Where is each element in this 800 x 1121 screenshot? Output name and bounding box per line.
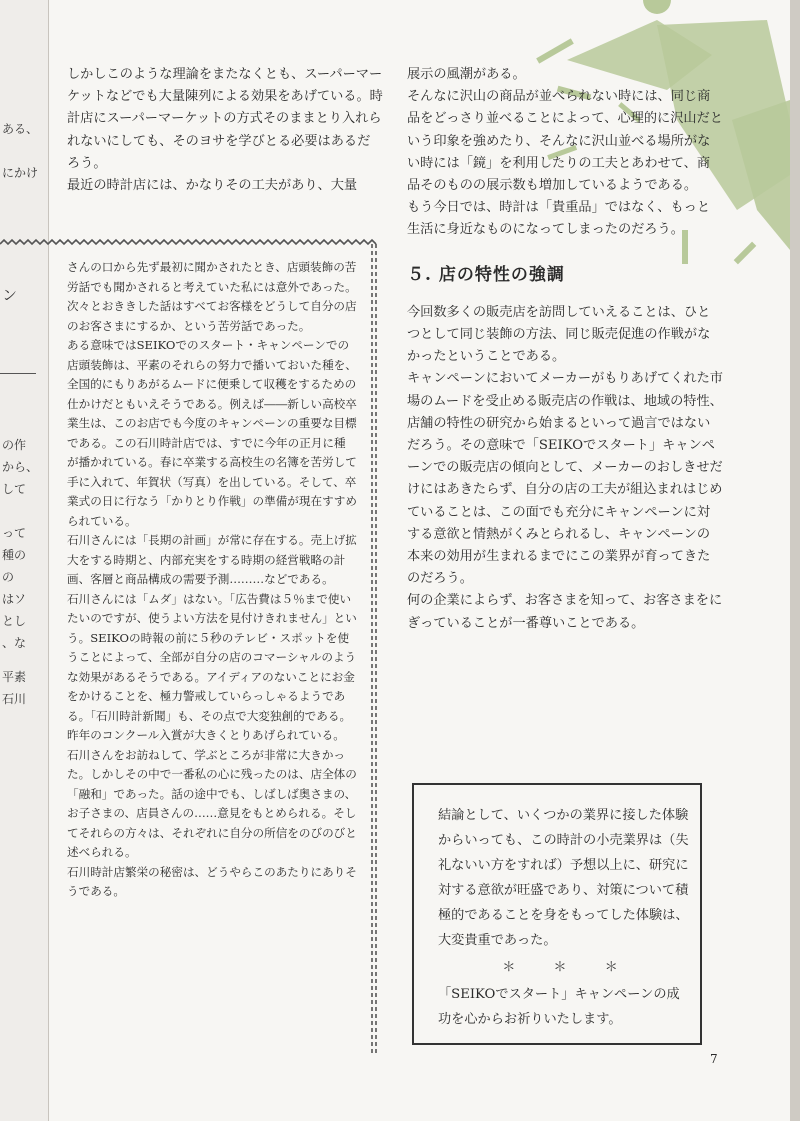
page-number: 7 <box>710 1052 718 1066</box>
boxed-article-column <box>67 258 357 902</box>
prev-page-text: ン <box>2 286 18 304</box>
prev-page-text: 石川 <box>2 692 27 706</box>
conclusion-box <box>412 783 702 1045</box>
body-paragraph: 石川さんには「ムダ」はない。「広告費は５％まで使いたいのですが、使うよい方法を見付けきれません」という。SEIKOの時報の前に５秒のテレビ・スポットを使うことによって、全部が自分の店のコマーシャルのような効果があるそうである。アイディアのないことにお金をかけることを、極力警戒していらっしゃるようである。「石川時計新聞」も、その点で大変独創的である。昨年のコンクール入賞が大きくとりあげられている。 <box>67 591 357 742</box>
body-paragraph: ある意味ではSEIKOでのスタート・キャンペーンでの店頭装飾は、平素のそれらの努力で播いておいた種を、全国的にもりあがるムードに便乗して収穫をするための仕かけだともいえそうである。例えば――新しい高校卒業生は、このお店でも今度のキャンペーンの重要な目標である。この石川時計店では、すでに今年の正月に種が播かれている。春に卒業する高校生の名簿を苦労して手に入れて、年賀状（写真）を出している。そして、卒業式の日に行なう「かりとり作戦」の準備が現在すすめられている。 <box>67 338 357 528</box>
body-paragraph: 今回数多くの販売店を訪問していえることは、ひとつとして同じ装飾の方法、同じ販売促進の作戦がなかったということである。 <box>407 304 711 365</box>
prev-page-text: って <box>2 526 27 540</box>
prev-page-text: にかけ <box>2 166 39 180</box>
closing-text: 「SEIKOでスタート」キャンペーンの成功を心からお祈りいたします。 <box>438 987 680 1027</box>
page-edge <box>790 0 800 1121</box>
right-column <box>407 64 723 635</box>
prev-page-text: とし <box>2 614 27 628</box>
body-paragraph: 石川さんをお訪ねして、学ぶところが非常に大きかった。しかしその中で一番私の心に残ったのは、店全体の「融和」であった。話の途中でも、しばしば奥さまの、お子さまの、店員さんの……意見をもとめられる。そしてそれらの方々は、それぞれに自分の所信をのびのびと述べられる。 <box>67 747 357 859</box>
body-paragraph: 展示の風潮がある。 <box>407 67 526 82</box>
magazine-page <box>49 0 790 1121</box>
prev-page-text: の <box>2 570 15 584</box>
body-paragraph: 最近の時計店には、かなりその工夫があり、大量 <box>67 178 358 194</box>
prev-page-text: 、な <box>2 636 27 650</box>
body-paragraph: しかしこのような理論をまたなくとも、スーパーマーケットなどでも大量陳列による効果をあげている。時計店にスーパーマーケットの方式そのままとり入れられないにしても、そのヨサを学びとる必要はあるだろう。 <box>67 67 383 171</box>
prev-page-text: して <box>2 482 27 496</box>
prev-page-text: 平素 <box>2 670 27 684</box>
body-paragraph: そんなに沢山の商品が並べられない時には、同じ商品をどっさり並べることによって、心理的に沢山だという印象を強めたり、そんなに沢山並べる場所がない時には「鏡」を利用したりの工夫とあわせて、商品そのものの展示数も増加しているようである。 <box>407 89 723 194</box>
prev-page-text: 種の <box>2 548 27 562</box>
body-paragraph: さんの口から先ず最初に聞かされたとき、店頭装飾の苦労話でも聞かされると考えていた私には意外であった。次々とおききした話はすべてお客様をどうして自分の店のお客さまにするか、という苦労話であった。 <box>67 260 357 333</box>
prev-page-text: の作 <box>2 438 27 452</box>
prev-page-text: から、 <box>2 460 39 474</box>
left-top-column <box>67 64 383 197</box>
body-paragraph: もう今日では、時計は「貴重品」ではなく、もっと生活に身近なものになってしまったのだろう。 <box>407 200 711 238</box>
prev-page-text: ある、 <box>2 122 39 136</box>
body-paragraph: キャンペーンにおいてメーカーがもりあげてくれた市場のムードを受止める販売店の作戦は、地域の特性、店舗の特性の研究から始まるといって過言ではないだろう。その意味で「SEIKOでスタート」キャンペーンでの販売店の傾向として、メーカーのおしきせだけにはあきたらず、自分の店の工夫が組込まれはじめていることは、この面でも充分にキャンペーンに対する意欲と情熱がくみとられるし、キャンペーンの本来の効用が生まれるまでにこの業界が育ってきたのだろう。 <box>407 371 723 587</box>
section-heading: ５. 店の特性の強調 <box>407 264 565 285</box>
body-paragraph: 何の企業によらず、お客さまを知って、お客さまをにぎっていることが一番尊いことである。 <box>407 593 723 631</box>
conclusion-text: 結論として、いくつかの業界に接した体験からいっても、この時計の小売業界は（失礼ないい方をすれば）予想以上に、研究に対する意欲が旺盛であり、対策について積極的であることを身をもってした体験は、大変貴重であった。 <box>438 808 689 948</box>
prev-page-text: はソ <box>2 592 27 606</box>
body-paragraph: 石川時計店繁栄の秘密は、どうやらこのあたりにありそうである。 <box>67 864 357 898</box>
body-paragraph: 石川さんには「長期の計画」が常に存在する。売上げ拡大をする時期と、内部充実をする時期の経営戦略の計画、客層と商品構成の需要予測………などである。 <box>67 533 357 586</box>
asterisk-divider: ＊＊＊ <box>502 960 656 975</box>
